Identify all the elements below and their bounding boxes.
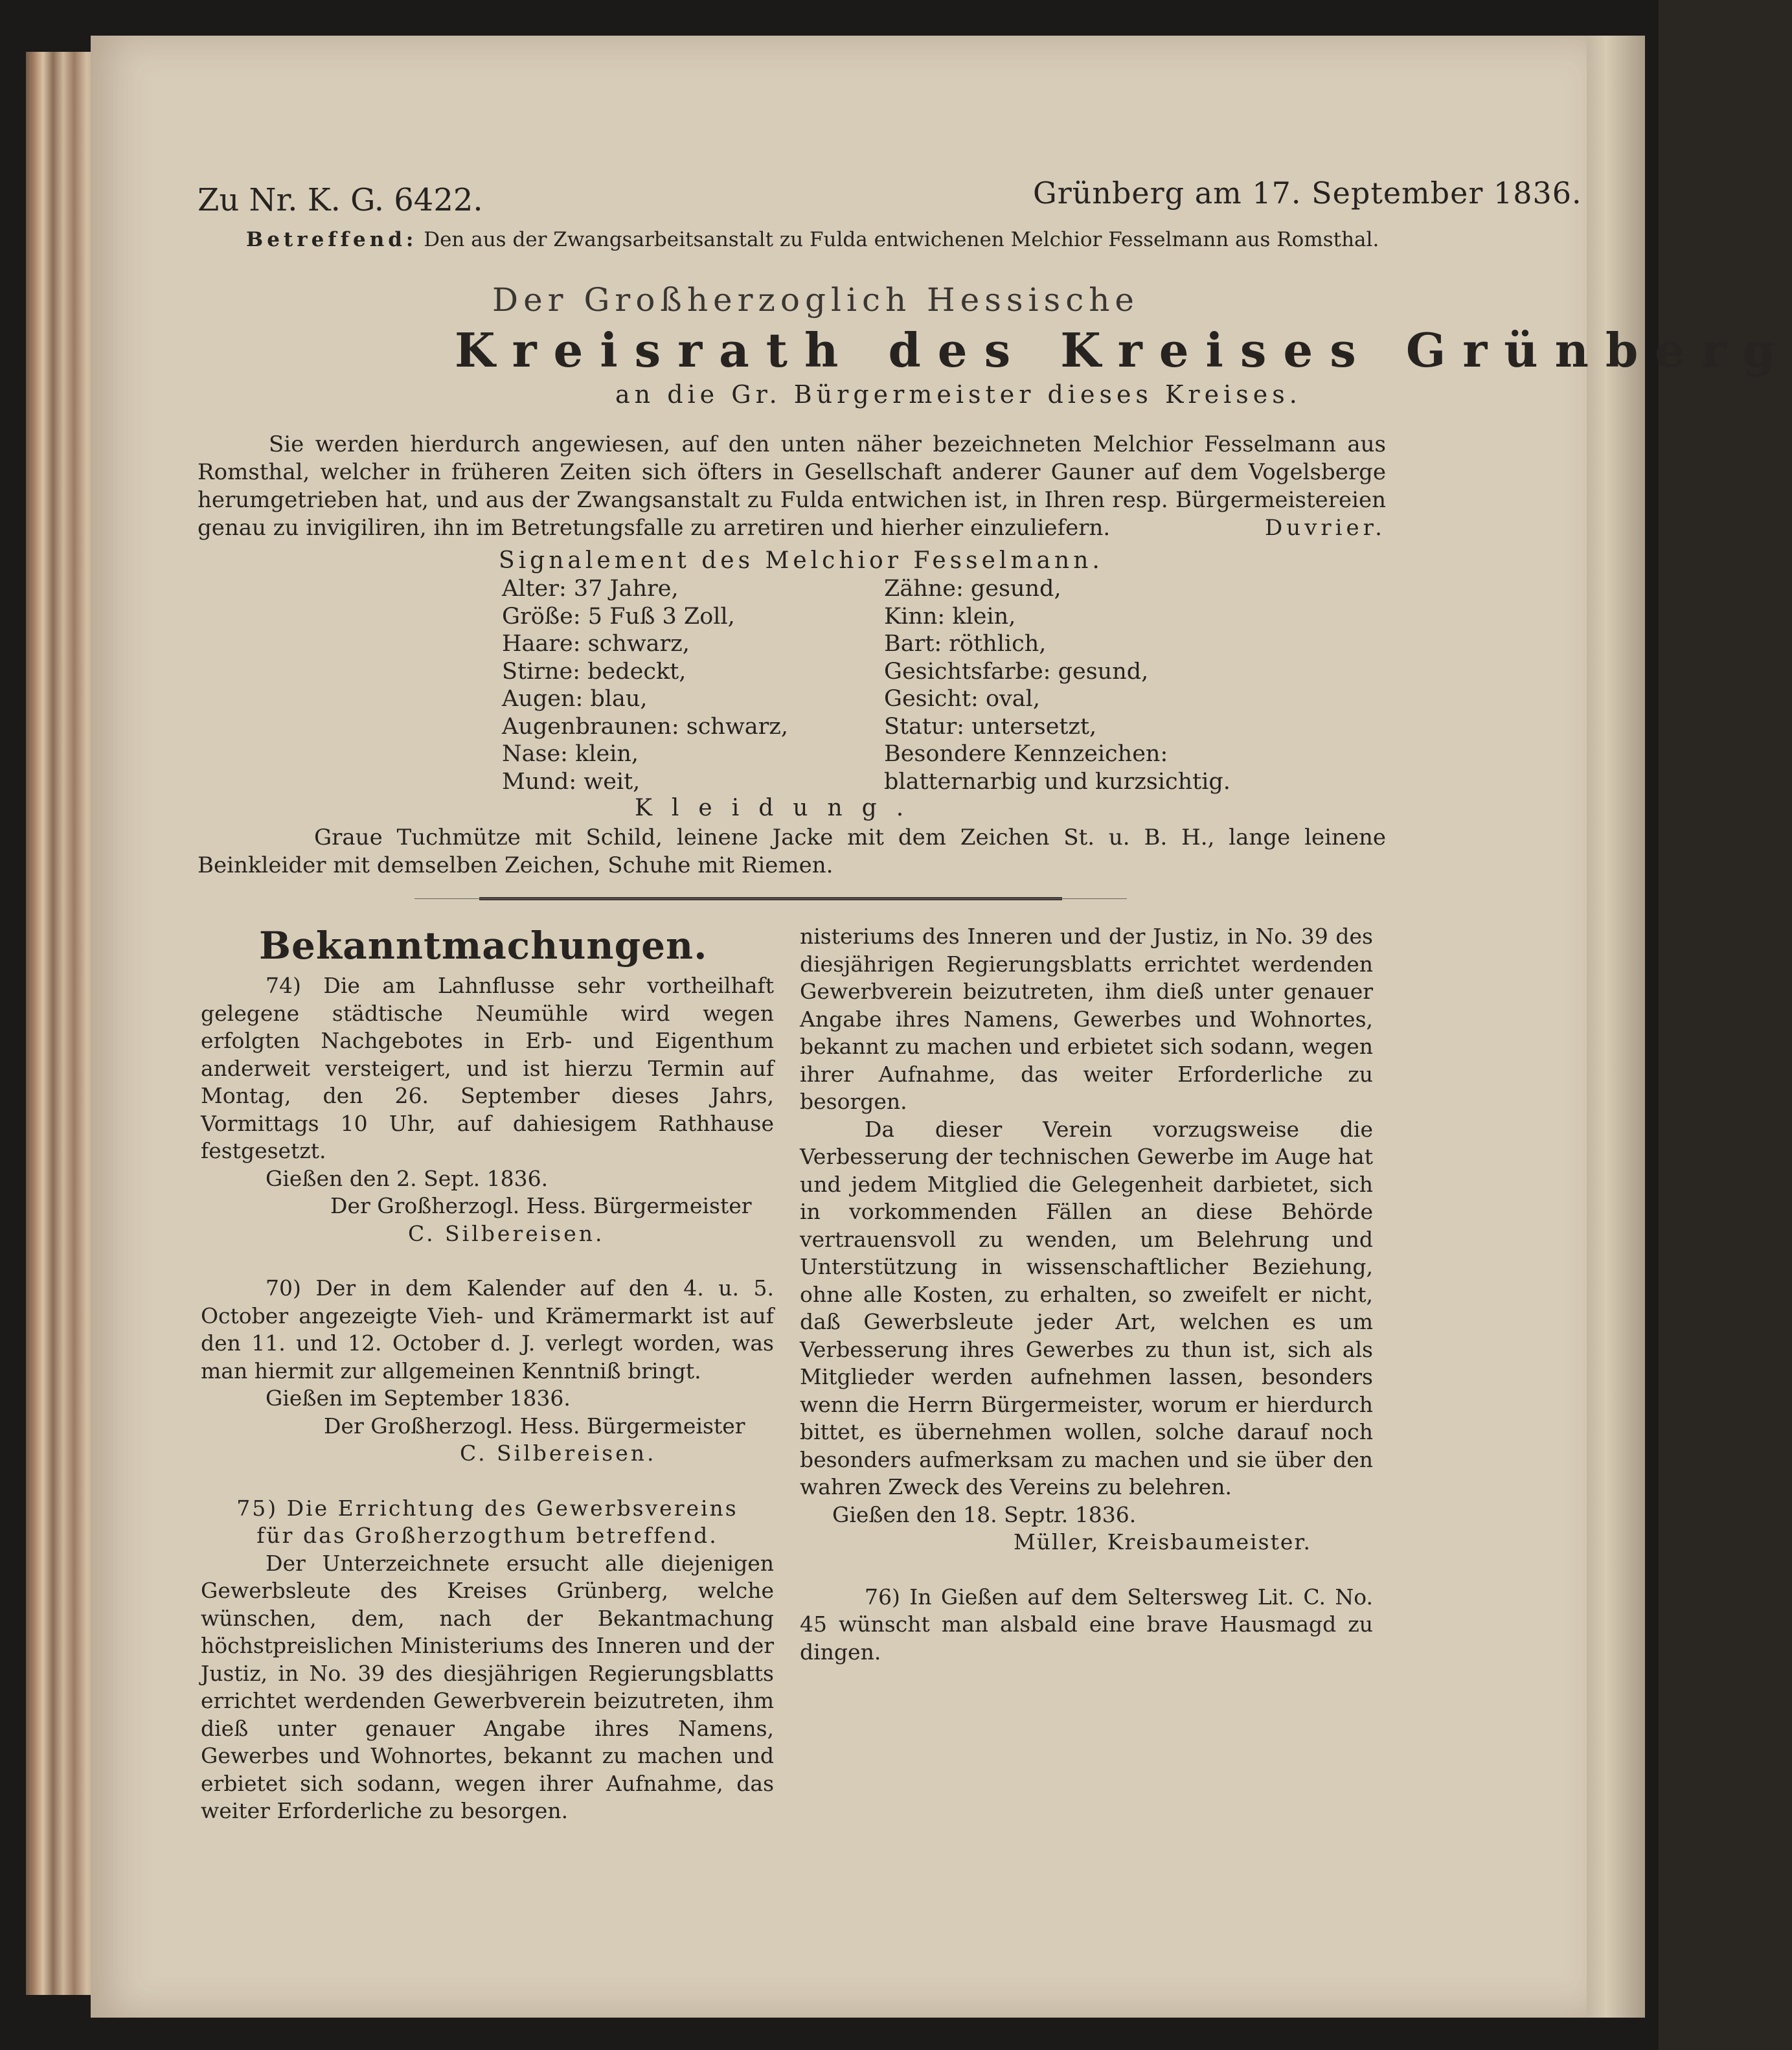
title-line-1: Der Großherzoglich Hessische <box>492 281 1139 319</box>
signalement-item: Mund: weit, <box>502 768 641 795</box>
signalement-item: Gesichtsfarbe: gesund, <box>884 658 1149 685</box>
notice-75-name: Müller, Kreisbaumeister. <box>1014 1529 1312 1555</box>
signalement-left <box>502 575 788 795</box>
notice-75-place: Gießen den 18. Septr. 1836. <box>832 1501 1137 1527</box>
right-column <box>800 923 1373 1666</box>
kleidung-heading: Kleidung. <box>635 795 924 821</box>
notice-70-text: 70) Der in dem Kalender auf den 4. u. 5. October angezeigte Vieh- und Krämermarkt ist auf den 11. und 12. October d. J. verlegt worden, was man hiermit zur allgemeinen Kenntniß bringt. <box>201 1275 774 1384</box>
notice-70-place: Gießen im September 1836. <box>266 1385 571 1411</box>
notice-74-text: 74) Die am Lahnflusse sehr vortheilhaft gelegene städtische Neumühle wird wegen erfolgten Nachgebotes in Erb- und Eigenthum anderweit versteigert, und ist hierzu Termin auf Montag, den 26. September dieses Jahrs, Vormittags 10 Uhr, auf dahiesigem Rathhause festgesetzt. <box>201 973 774 1163</box>
signalement-item: Haare: schwarz, <box>502 631 690 657</box>
spacer <box>800 1556 1373 1584</box>
left-column <box>201 923 774 1823</box>
order-text: Sie werden hierdurch angewiesen, auf den unten näher bezeichneten Melchior Fesselmann aus Romsthal, welcher in früheren Zeiten sich öfters in Gesellschaft anderer Gauner auf dem Vogelsberge herumgetrieben hat, und aus der Zwangsanstalt zu Fulda entwichen ist, in Ihren resp. Bürgermeistereien genau zu invigiliren, ihn im Betretungsfalle zu arretiren und hierher einzuliefern. <box>198 431 1386 541</box>
notice-74-office: Der Großherzogl. Hess. Bürgermeister <box>330 1193 752 1218</box>
notice-75-heading-2: für das Großherzogthum betreffend. <box>256 1523 718 1548</box>
signalement-item: blatternarbig und kurzsichtig. <box>884 768 1231 795</box>
signalement-item: Nase: klein, <box>502 741 639 767</box>
signalement-heading: Signalement des Melchior Fesselmann. <box>499 547 1104 574</box>
title-line-2: Kreisrath des Kreises Grünberg <box>455 323 1792 378</box>
signalement-item: Stirne: bedeckt, <box>502 658 686 685</box>
signalement-item: Zähne: gesund, <box>884 576 1061 602</box>
signalement-item: Bart: röthlich, <box>884 631 1047 657</box>
notice-74-place: Gießen den 2. Sept. 1836. <box>266 1165 549 1191</box>
order-signature: Duvrier. <box>1265 515 1386 541</box>
signalement-item: Statur: untersetzt, <box>884 713 1097 740</box>
signalement-right <box>884 575 1231 795</box>
section-divider <box>479 897 1062 900</box>
signalement-item: Gesicht: oval, <box>884 686 1040 712</box>
notice-75-text-1-continued: nisteriums des Inneren und der Justiz, in No. 39 des diesjährigen Regierungsblatts errichtet werdenden Gewerbverein beizutreten, ihm dieß unter genauer Angabe ihres Namens, Gewerbes und Wohnortes, bekannt zu machen und erbietet sich sodann, wegen ihrer Aufnahme, das weiter Erforderliche zu besorgen. <box>800 924 1373 1114</box>
notice-70-office: Der Großherzogl. Hess. Bürgermeister <box>324 1413 745 1439</box>
signalement-item: Alter: 37 Jahre, <box>502 576 679 602</box>
bekanntmachungen-heading: Bekanntmachungen. <box>259 924 708 968</box>
subject-text: Den aus der Zwangsarbeitsanstalt zu Fulda entwichenen Melchior Fesselmann aus Romsthal. <box>424 228 1379 251</box>
page-content <box>97 0 1792 2050</box>
reference-number: Zu Nr. K. G. 6422. <box>198 182 483 218</box>
notice-75-text-1: Der Unterzeichnete ersucht alle diejenigen Gewerbsleute des Kreises Grünberg, welche wünschen, dem, nach der Bekantmachung höchstpreislichen Ministeriums des Inneren und der Justiz, in No. 39 des diesjährigen Regierungsblatts errichtet werdenden Gewerbverein beizutreten, ihm dieß unter genauer Angabe ihres Namens, Gewerbes und Wohnortes, bekannt zu machen und erbietet sich sodann, wegen ihrer Aufnahme, das weiter Erforderliche zu besorgen. <box>201 1550 774 1823</box>
notice-75-text-2: Da dieser Verein vorzugsweise die Verbesserung der technischen Gewerbe im Auge hat und jedem Mitglied die Gelegenheit darbietet, sich in vorkommenden Fällen an diese Behörde vertrauensvoll zu wenden, um Belehrung und Unterstützung in wissenschaftlicher Beziehung, ohne alle Kosten, zu erhalten, so zweifelt er nicht, daß Gewerbsleute jeder Art, welchen es um Verbesserung ihres Gewerbes zu thun ist, sich als Mitglieder werden aufnehmen lassen, besonders wenn die Herrn Bürgermeister, worum er hierdurch bittet, es übernehmen wollen, solche darauf noch besonders aufmerksam zu machen und sie über den wahren Zweck des Vereins zu belehren. <box>800 1116 1373 1499</box>
kleidung-text: Graue Tuchmütze mit Schild, leinene Jacke mit dem Zeichen St. u. B. H., lange leinene Beinkleider mit demselben Zeichen, Schuhe mit Riemen. <box>198 825 1386 878</box>
signalement-item: Kinn: klein, <box>884 603 1016 630</box>
spacer <box>201 1468 774 1495</box>
notice-70-name: C. Silbereisen. <box>460 1441 657 1466</box>
title-line-3: an die Gr. Bürgermeister dieses Kreises. <box>615 380 1302 409</box>
spacer <box>201 1247 774 1275</box>
signalement-item: Augen: blau, <box>502 686 648 712</box>
notice-75-heading-1: 75) Die Errichtung des Gewerbsvereins <box>236 1495 738 1521</box>
place-date: Grünberg am 17. September 1836. <box>1033 176 1582 211</box>
signalement-item: Größe: 5 Fuß 3 Zoll, <box>502 603 735 630</box>
notice-74-name: C. Silbereisen. <box>408 1220 605 1246</box>
subject-line <box>246 230 1379 250</box>
signalement-item: Augenbraunen: schwarz, <box>502 713 788 740</box>
subject-label: Betreffend: <box>246 228 418 251</box>
kleidung-text-block <box>198 824 1386 880</box>
signalement-item: Besondere Kennzeichen: <box>884 741 1168 767</box>
notice-76-text: 76) In Gießen auf dem Seltersweg Lit. C. No. 45 wünscht man alsbald eine brave Hausmagd zu dingen. <box>800 1584 1373 1665</box>
order-paragraph <box>198 431 1386 542</box>
